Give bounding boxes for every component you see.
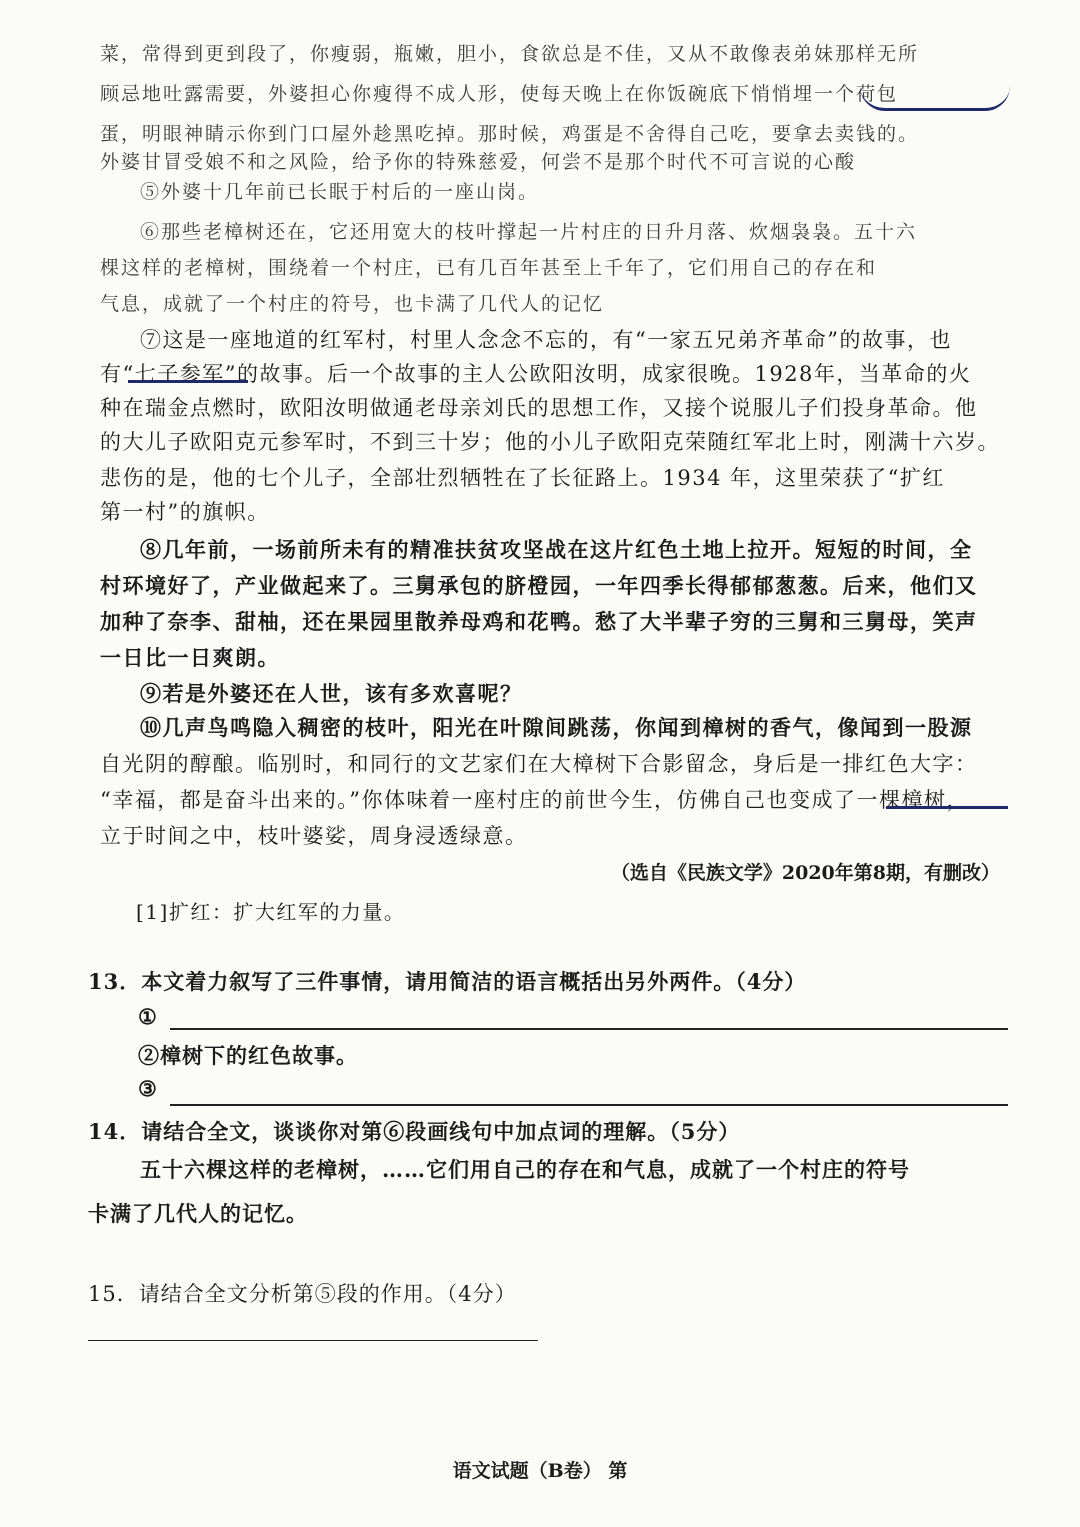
passage-line: 种在瑞金点燃时，欧阳汝明做通老母亲刘氏的思想工作，又接个说服儿子们投身革命。他 [100, 396, 978, 420]
passage-line: 气息，成就了一个村庄的符号，也卡满了几代人的记忆 [100, 293, 605, 315]
source-citation: （选自《民族文学》2020年第8期，有删改） [610, 862, 1000, 884]
passage-line: 蛋，明眼神睛示你到门口屋外趁黑吃掉。那时候，鸡蛋是不舍得自己吃，要拿去卖钱的。 [100, 123, 920, 145]
passage-line: 有“七子参军”的故事。后一个故事的主人公欧阳汝明，成家很晚。1928年，当革命的火 [100, 362, 972, 386]
passage-paragraph-9: ⑨若是外婆还在人世，该有多欢喜呢？ [140, 681, 523, 706]
passage-line: 悲伤的是，他的七个儿子，全部壮烈牺牲在了长征路上。1934 年，这里荣获了“扩红 [100, 466, 945, 490]
answer-item-1: ① [138, 1004, 158, 1029]
passage-line: 第一村”的旗帜。 [100, 500, 270, 524]
passage-line: 村环境好了，产业做起来了。三舅承包的脐橙园，一年四季长得郁郁葱葱。后来，他们又 [100, 573, 978, 598]
passage-line: 一日比一日爽朗。 [100, 645, 280, 670]
passage-line: 自光阴的醇酿。临别时，和同行的文艺家们在大樟树下合影留念，身后是一排红色大字： [100, 752, 978, 776]
page-footer: 语文试题（B卷） 第 [452, 1460, 628, 1482]
passage-line: ⑦这是一座地道的红军村，村里人念念不忘的，有“一家五兄弟齐革命”的故事，也 [140, 328, 952, 352]
question-13: 13．本文着力叙写了三件事情，请用简洁的语言概括出另外两件。（4分） [88, 969, 807, 994]
answer-line[interactable] [170, 1104, 1008, 1106]
question-14-quote: 五十六棵这样的老樟树，……它们用自己的存在和气息，成就了一个村庄的符号 [140, 1157, 910, 1182]
passage-line: ⑧几年前，一场前所未有的精准扶贫攻坚战在这片红色土地上拉开。短短的时间，全 [140, 537, 973, 562]
passage-line: 立于时间之中，枝叶婆娑，周身浸透绿意。 [100, 824, 528, 848]
pen-underline [886, 800, 1008, 809]
passage-line: ⑩几声鸟鸣隐入稠密的枝叶，阳光在叶隙间跳荡，你闻到樟树的香气，像闻到一股源 [140, 715, 973, 740]
passage-line: “幸福，都是奋斗出来的。”你体味着一座村庄的前世今生，仿佛自己也变成了一棵樟树， [100, 788, 969, 812]
answer-item-3: ③ [138, 1076, 158, 1101]
pen-underline [128, 372, 248, 383]
passage-line: 外婆甘冒受娘不和之风险，给予你的特殊慈爱，何尝不是那个时代不可言说的心酸 [100, 151, 857, 173]
passage-line: 棵这样的老樟树，围绕着一个村庄，已有几百年甚至上千年了，它们用自己的存在和 [100, 257, 878, 279]
question-14-quote-cont: 卡满了几代人的记忆。 [88, 1201, 308, 1226]
question-14: 14．请结合全文，谈谈你对第⑥段画线句中加点词的理解。（5分） [88, 1119, 741, 1144]
answer-item-2: ②樟树下的红色故事。 [138, 1043, 358, 1068]
footnote: [1]扩红：扩大红军的力量。 [136, 900, 406, 924]
question-15: 15．请结合全文分析第⑤段的作用。（4分） [88, 1282, 517, 1306]
passage-line: 顾忌地吐露需要，外婆担心你瘦得不成人形，使每天晚上在你饭碗底下悄悄埋一个荷包 [100, 83, 899, 105]
passage-line: 菜，常得到更到段了，你瘦弱，瓶嫩，胆小，食欲总是不佳，又从不敢像表弟妹那样无所 [100, 43, 920, 65]
answer-line[interactable] [88, 1340, 538, 1341]
passage-line: ⑥那些老樟树还在，它还用宽大的枝叶撑起一片村庄的日升月落、炊烟袅袅。五十六 [140, 221, 918, 243]
answer-line[interactable] [170, 1028, 1008, 1030]
passage-line: 加种了奈李、甜柚，还在果园里散养母鸡和花鸭。愁了大半辈子穷的三舅和三舅母，笑声 [100, 609, 978, 634]
passage-line: 的大儿子欧阳克元参军时，不到三十岁；他的小儿子欧阳克荣随红军北上时，刚满十六岁。 [100, 430, 1000, 454]
pen-mark [860, 86, 1010, 111]
passage-paragraph-5: ⑤外婆十几年前已长眠于村后的一座山岗。 [140, 181, 540, 203]
